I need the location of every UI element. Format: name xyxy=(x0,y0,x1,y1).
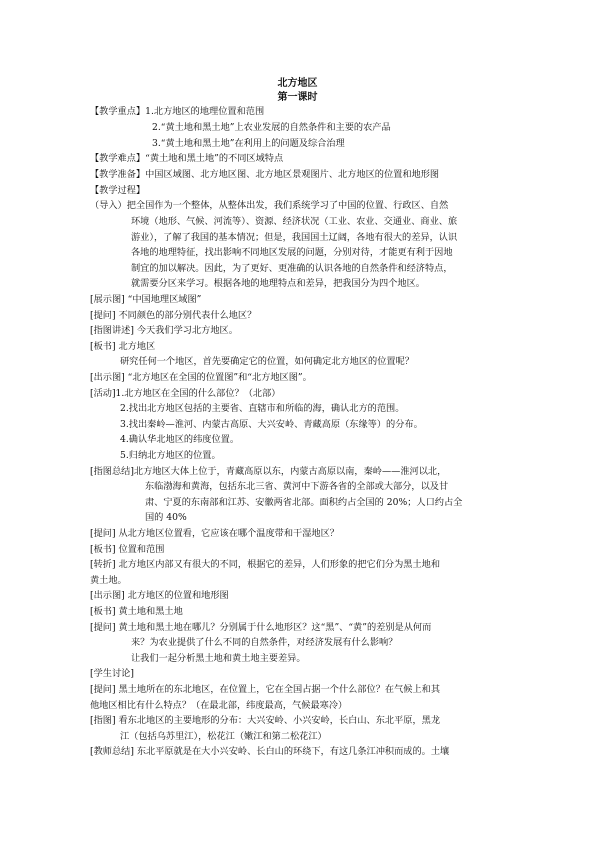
lesson-subtitle: 第一课时 xyxy=(277,92,318,103)
text-line: [提问] 不同颜色的部分别代表什么地区？ xyxy=(90,310,257,321)
text-line: 研究任何一个地区，首先要确定它的位置，如何确定北方地区的位置呢？ xyxy=(120,356,414,367)
text-line: 就需要分区来学习。根据各地的地理特点和差异，把我国分为四个地区。 xyxy=(131,278,425,289)
text-line: （导入）把全国作为一个整体，从整体出发，我们系统学习了中国的位置、行政区、自然 xyxy=(90,200,449,211)
text-line: 肃、宁夏的东南部和江苏、安徽两省北部。面积约占全国的 20%；人口约占全 xyxy=(145,497,463,508)
text-line: 游业），了解了我国的基本情况；但是，我国国土辽阔，各地有很大的差异，认识 xyxy=(131,232,458,243)
text-line: 江（包括乌苏里江），松花江（嫩江和第二松花江） xyxy=(120,731,327,742)
text-line: [板书] 北方地区 xyxy=(90,341,156,352)
text-line: [提问] 从北方地区位置看，它应该在哪个温度带和干湿地区？ xyxy=(90,528,339,539)
text-line: 【教学过程】 xyxy=(90,185,146,196)
text-line: [指图] 看东北地区的主要地形的分布：大兴安岭、小兴安岭，长白山、东北平原，黑龙 xyxy=(90,715,441,726)
text-line: 东临渤海和黄海，包括东北三省、黄河中下游各省的全部或大部分，以及甘 xyxy=(145,481,449,492)
text-line: [出示图] 北方地区的位置和地形图 xyxy=(90,590,229,601)
text-line: 【教学难点】“黄土地和黑土地”的不同区域特点 xyxy=(90,153,284,164)
text-line: [指图总结]北方地区大体上位于，青藏高原以东，内蒙古高原以南，秦岭——淮河以北， xyxy=(90,466,447,477)
text-line: 来？为农业提供了什么不同的自然条件，对经济发展有什么影响？ xyxy=(131,637,398,648)
text-line: [展示图] “中国地理区域图” xyxy=(90,294,202,305)
text-line: 2.“黄土地和黑土地”上农业发展的自然条件和主要的农产品 xyxy=(152,122,391,133)
text-line: 4.确认华北地区的纬度位置。 xyxy=(120,434,240,445)
text-line: [板书] 黄土地和黑土地 xyxy=(90,606,183,617)
text-line: 黄土地。 xyxy=(90,575,127,586)
text-line: 【教学重点】1.北方地区的地理位置和范围 xyxy=(90,106,265,117)
text-line: [提问] 黄土地和黑土地在哪儿？分别属于什么地形区？这“黑”、“黄”的差别是从何而 xyxy=(90,622,432,633)
text-line: 制宜的加以解决。因此，为了更好、更准确的认识各地的自然条件和经济特点， xyxy=(131,263,453,274)
text-line: [学生讨论] xyxy=(90,668,134,679)
text-line: 【教学准备】中国区域图、北方地区图、北方地区景观图片、北方地区的位置和地形图 xyxy=(90,169,440,180)
text-line: [板书] 位置和范围 xyxy=(90,544,165,555)
text-line: 3.找出秦岭—淮河、内蒙古高原、大兴安岭、青藏高原（东缘等）的分布。 xyxy=(120,419,423,430)
text-line: 3.“黄土地和黑土地”在利用上的问题及综合治理 xyxy=(152,138,345,149)
text-line: [转折] 北方地区内部又有很大的不同，根据它的差异，人们形象的把它们分为黑土地和 xyxy=(90,559,441,570)
text-line: [指图讲述] 今天我们学习北方地区。 xyxy=(90,325,238,336)
text-line: 国的 40% xyxy=(145,512,187,523)
text-line: 他地区相比有什么特点？（在最北部，纬度最高，气候最寒冷） xyxy=(90,700,348,711)
text-line: [教师总结] 东北平原就是在大小兴安岭、长白山的环绕下，有这几条江冲积而成的。土壤 xyxy=(90,746,450,757)
text-line: 各地的地理特征，找出影响不同地区发展的问题，分别对待，才能更有利于因地 xyxy=(131,247,453,258)
text-line: [出示图] “北方地区在全国的位置图”和“北方地区图”。 xyxy=(90,372,312,383)
text-line: 2.找出北方地区包括的主要省、直辖市和所临的海，确认北方的范围。 xyxy=(120,403,405,414)
text-line: [活动]1.北方地区在全国的什么部位？（北部） xyxy=(90,388,281,399)
text-line: 让我们一起分析黑土地和黄土地主要差异。 xyxy=(131,653,306,664)
text-line: 环境（地形、气候、河流等）、资源、经济状况（工业、农业、交通业、商业、旅 xyxy=(131,216,458,227)
text-line: 5.归纳北方地区的位置。 xyxy=(120,450,221,461)
document-title: 北方地区 xyxy=(277,78,318,89)
text-line: [提问] 黑土地所在的东北地区，在位置上，它在全国占据一个什么部位？在气候上和其 xyxy=(90,684,441,695)
